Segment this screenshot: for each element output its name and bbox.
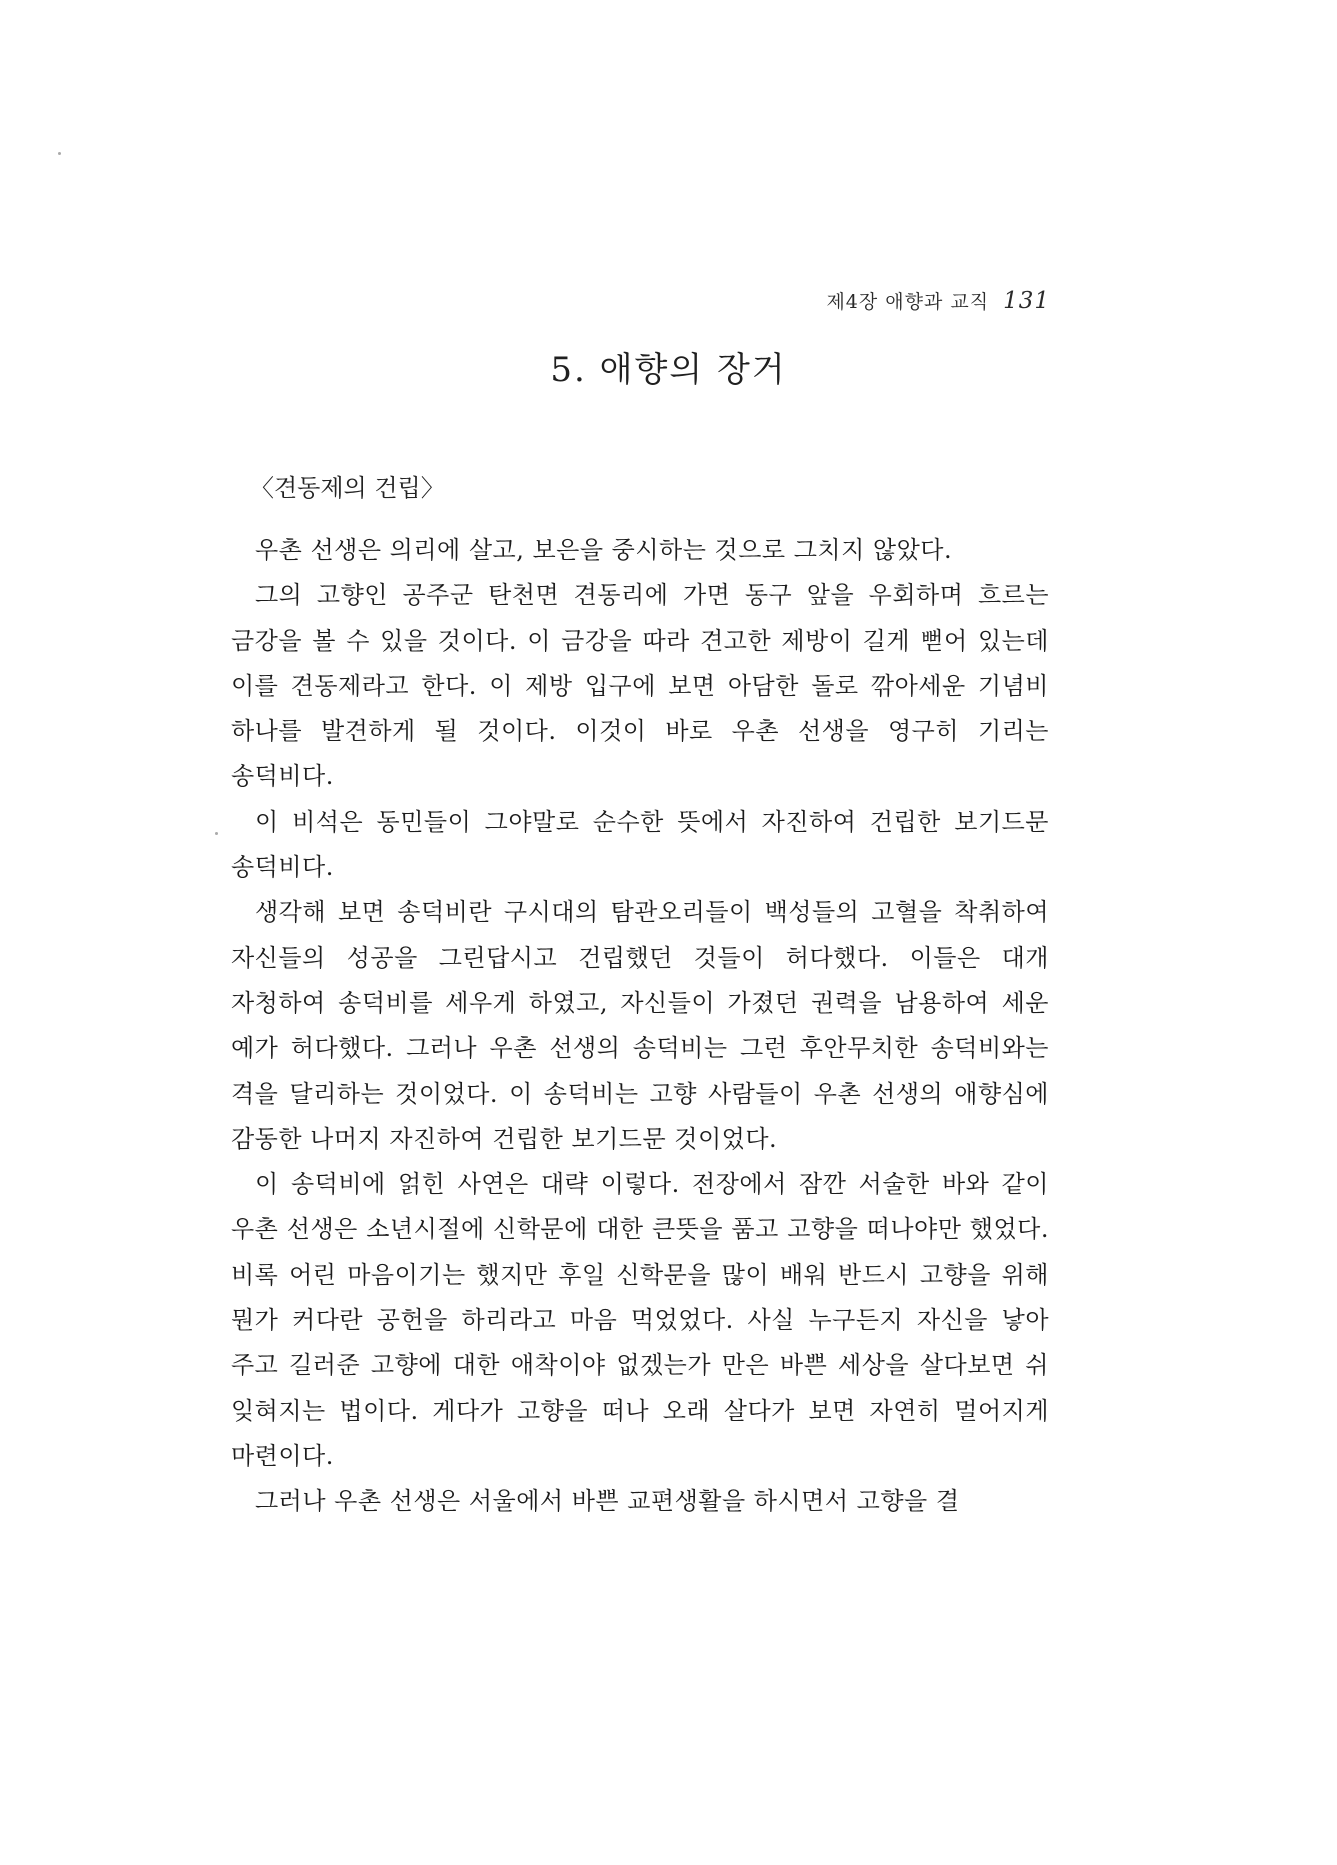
subheading: 〈견동제의 건립〉 [250,474,445,502]
paragraph: 이 송덕비에 얽힌 사연은 대략 이렇다. 전장에서 잠깐 서술한 바와 같이 우촌 선생은 소년시절에 신학문에 대한 큰뜻을 품고 고향을 떠나야만 했었다. 비록 어린 마음이기는 했지만 후일 신학문을 많이 배워 반드시 고향을 위해 뭔가 커다란 공헌을 하리라고 마음 먹었었다. 사실 누구든지 자신을 낳아 주고 길러준 고향에 대한 애착이야 없겠는가 만은 바쁜 세상을 살다보면 쉬 잊혀지는 법이다. 게다가 고향을 떠나 오래 살다가 보면 자연히 멀어지게 마련이다. [231,1170,1049,1470]
paragraph: 그의 고향인 공주군 탄천면 견동리에 가면 동구 앞을 우회하며 흐르는 금강을 볼 수 있을 것이다. 이 금강을 따라 견고한 제방이 길게 뻗어 있는데 이를 견동제라고 한다. 이 제방 입구에 보면 아담한 돌로 깎아세운 기념비 하나를 발견하게 될 것이다. 이것이 바로 우촌 선생을 영구히 기리는 송덕비다. [231,581,1049,791]
running-head [826,287,1050,314]
chapter-label: 제4장 애향과 교직 [826,291,990,313]
paragraph: 우촌 선생은 의리에 살고, 보은을 중시하는 것으로 그치지 않았다. [255,536,953,564]
section-title: 5. 애향의 장거 [550,350,787,390]
page-number: 131 [1003,288,1050,314]
paragraph: 이 비석은 동민들이 그야말로 순수한 뜻에서 자진하여 건립한 보기드문 송덕비다. [231,807,1049,882]
paragraph: 그러나 우촌 선생은 서울에서 바쁜 교편생활을 하시면서 고향을 결 [255,1487,960,1516]
scan-speck [215,832,218,835]
paragraph: 생각해 보면 송덕비란 구시대의 탐관오리들이 백성들의 고혈을 착취하여 자신들의 성공을 그린답시고 건립했던 것들이 허다했다. 이들은 대개 자청하여 송덕비를 세우게 하였고, 자신들이 가졌던 권력을 남용하여 세운 예가 허다했다. 그러나 우촌 선생의 송덕비는 그런 후안무치한 송덕비와는 격을 달리하는 것이었다. 이 송덕비는 고향 사람들이 우촌 선생의 애향심에 감동한 나머지 자진하여 건립한 보기드문 것이었다. [231,898,1049,1153]
body-text [231,528,1049,1525]
scan-speck [58,152,61,155]
